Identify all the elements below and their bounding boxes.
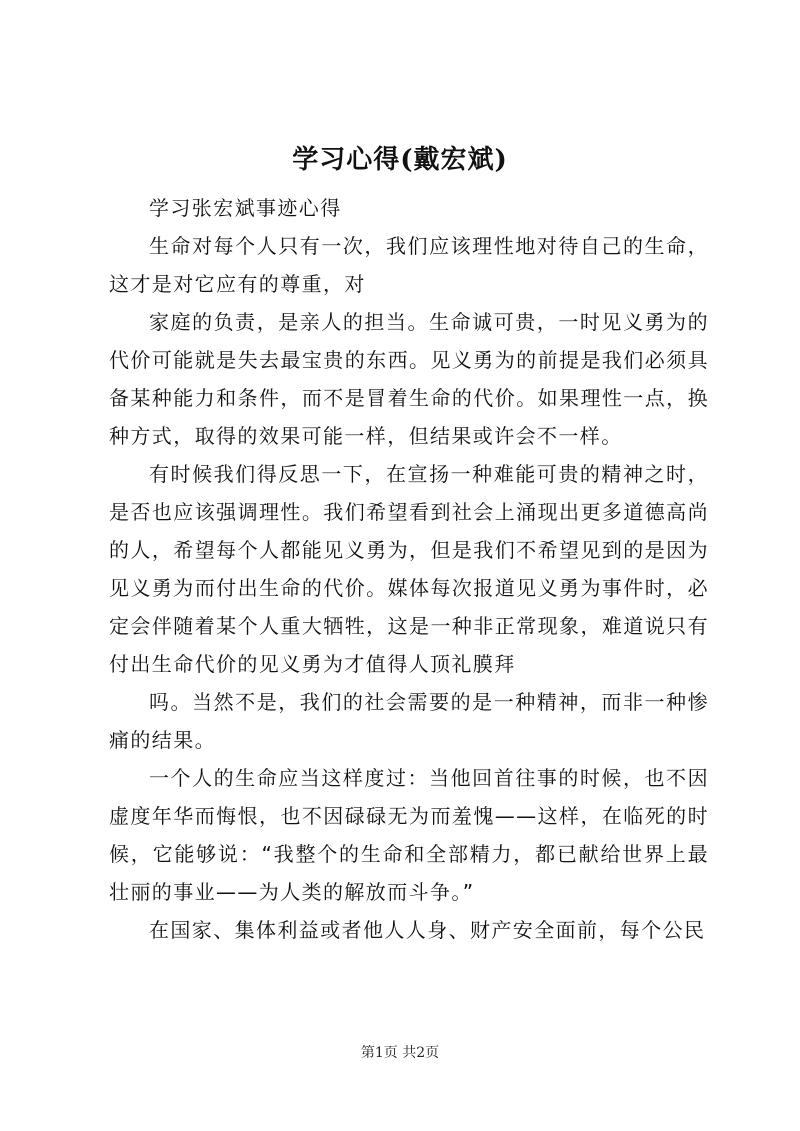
paragraph: 生命对每个人只有一次，我们应该理性地对待自己的生命，这才是对它应有的尊重，对 bbox=[109, 234, 709, 296]
paragraph: 在国家、集体利益或者他人人身、财产安全面前，每个公民 bbox=[149, 918, 706, 942]
document-title: 学习心得(戴宏斌) bbox=[292, 145, 508, 175]
paragraph-subtitle: 学习张宏斌事迹心得 bbox=[149, 196, 342, 220]
page-number-footer: 第1页 共2页 bbox=[360, 1045, 440, 1061]
document-body bbox=[109, 189, 709, 949]
paragraph: 吗。当然不是，我们的社会需要的是一种精神，而非一种惨痛的结果。 bbox=[109, 690, 709, 752]
paragraph: 有时候我们得反思一下，在宣扬一种难能可贵的精神之时，是否也应该强调理性。我们希望看到社会上涌现出更多道德高尚的人，希望每个人都能见义勇为，但是我们不希望见到的是因为见义勇为而付出生命的代价。媒体每次报道见义勇为事件时，必定会伴随着某个人重大牺牲，这是一种非正常现象，难道说只有付出生命代价的见义勇为才值得人顶礼膜拜 bbox=[109, 462, 709, 676]
paragraph: 一个人的生命应当这样度过：当他回首往事的时候，也不因虚度年华而悔恨，也不因碌碌无为而羞愧——这样，在临死的时候，它能够说：“我整个的生命和全部精力，都已献给世界上最壮丽的事业——为人类的解放而斗争。” bbox=[109, 766, 709, 904]
paragraph: 家庭的负责，是亲人的担当。生命诚可贵，一时见义勇为的代价可能就是失去最宝贵的东西。见义勇为的前提是我们必须具备某种能力和条件，而不是冒着生命的代价。如果理性一点，换种方式，取得的效果可能一样，但结果或许会不一样。 bbox=[109, 310, 709, 448]
